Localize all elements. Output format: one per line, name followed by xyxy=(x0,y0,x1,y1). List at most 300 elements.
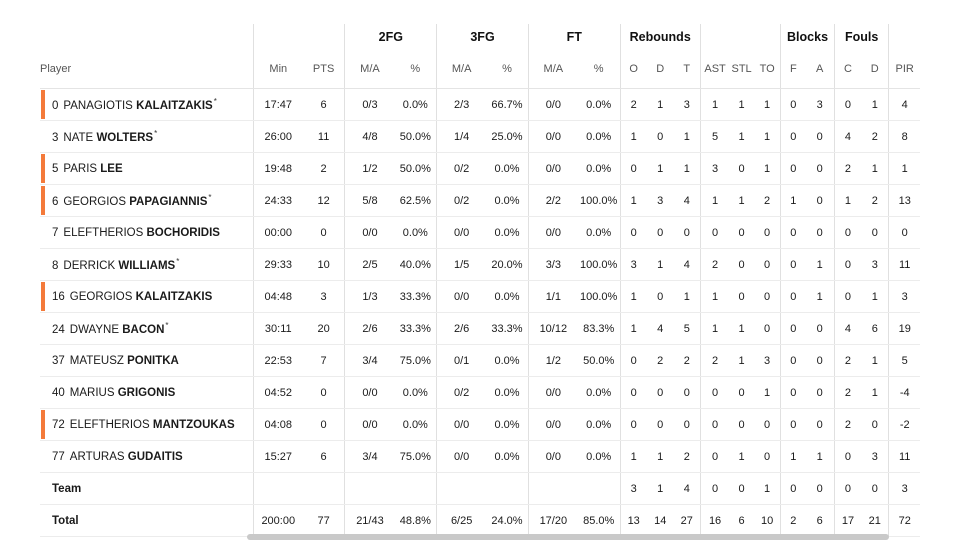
team-stl: 0 xyxy=(729,473,754,505)
player-min: 24:33 xyxy=(253,185,302,217)
player-ft-ma: 0/0 xyxy=(528,377,577,409)
player-row xyxy=(40,121,920,153)
player-row xyxy=(40,313,920,345)
column-header-row xyxy=(40,50,920,89)
total-min: 200:00 xyxy=(253,505,302,537)
player-ft-ma: 0/0 xyxy=(528,217,577,249)
player-reb-d: 1 xyxy=(647,441,674,473)
player-cell xyxy=(40,409,253,441)
player-first-name: PANAGIOTIS xyxy=(63,99,133,112)
player-ast: 0 xyxy=(700,409,729,441)
starter-marker: * xyxy=(165,321,169,331)
player-reb-o: 0 xyxy=(620,217,647,249)
player-last-name: LEE xyxy=(100,162,123,175)
player-to: 0 xyxy=(754,441,781,473)
player-ft-ma: 0/0 xyxy=(528,409,577,441)
player-pts: 12 xyxy=(303,185,345,217)
player-pir: 5 xyxy=(889,345,920,377)
col-header-to[interactable]: TO xyxy=(754,50,781,89)
player-blk-f: 1 xyxy=(781,441,806,473)
player-2fg-ma: 2/5 xyxy=(345,249,394,281)
player-reb-t: 3 xyxy=(674,89,701,121)
player-cell xyxy=(40,217,253,249)
player-name-link[interactable] xyxy=(40,97,253,112)
player-min: 22:53 xyxy=(253,345,302,377)
player-pir: -2 xyxy=(889,409,920,441)
player-pts: 7 xyxy=(303,345,345,377)
player-reb-t: 4 xyxy=(674,185,701,217)
total-2fg-pct: 48.8% xyxy=(394,505,436,537)
player-ft-ma: 0/0 xyxy=(528,441,577,473)
total-stl: 6 xyxy=(729,505,754,537)
player-2fg-ma: 1/3 xyxy=(345,281,394,313)
player-stl: 1 xyxy=(729,441,754,473)
player-number: 5 xyxy=(52,162,59,175)
player-ft-pct: 0.0% xyxy=(578,121,620,153)
total-label: Total xyxy=(52,514,79,527)
player-to: 3 xyxy=(754,345,781,377)
player-number: 77 xyxy=(52,450,65,463)
col-header-ast[interactable]: AST xyxy=(700,50,729,89)
player-stl: 0 xyxy=(729,153,754,185)
player-foul-d: 1 xyxy=(861,281,889,313)
player-reb-d: 1 xyxy=(647,153,674,185)
player-name-link[interactable] xyxy=(40,321,253,336)
player-reb-d: 2 xyxy=(647,345,674,377)
player-3fg-pct: 0.0% xyxy=(486,281,528,313)
starter-marker: * xyxy=(213,97,217,107)
on-court-indicator xyxy=(41,186,45,215)
player-reb-o: 0 xyxy=(620,153,647,185)
player-2fg-ma: 0/0 xyxy=(345,377,394,409)
player-3fg-pct: 33.3% xyxy=(486,313,528,345)
player-foul-d: 6 xyxy=(861,313,889,345)
box-score-container xyxy=(40,24,920,544)
col-header-ft-pct[interactable]: % xyxy=(578,50,620,89)
col-header-reb-o[interactable]: O xyxy=(620,50,647,89)
player-2fg-pct: 0.0% xyxy=(394,409,436,441)
player-3fg-ma: 0/0 xyxy=(437,281,486,313)
team-ft-ma xyxy=(528,473,577,505)
player-cell xyxy=(40,377,253,409)
player-3fg-ma: 0/0 xyxy=(437,217,486,249)
player-blk-a: 0 xyxy=(805,153,834,185)
player-row xyxy=(40,249,920,281)
player-foul-c: 0 xyxy=(834,217,861,249)
player-last-name: BACON xyxy=(122,323,165,336)
player-reb-o: 3 xyxy=(620,249,647,281)
player-cell xyxy=(40,185,253,217)
player-3fg-pct: 66.7% xyxy=(486,89,528,121)
player-pir: -4 xyxy=(889,377,920,409)
player-2fg-ma: 0/0 xyxy=(345,409,394,441)
player-2fg-ma: 3/4 xyxy=(345,441,394,473)
player-ast: 2 xyxy=(700,249,729,281)
box-score-table xyxy=(40,24,920,537)
player-foul-d: 0 xyxy=(861,409,889,441)
player-2fg-ma: 0/3 xyxy=(345,89,394,121)
player-name-link[interactable] xyxy=(40,355,253,367)
player-row xyxy=(40,441,920,473)
player-last-name: KALAITZAKIS xyxy=(136,99,213,112)
player-number: 0 xyxy=(52,99,59,112)
player-to: 2 xyxy=(754,185,781,217)
col-header-pts[interactable]: PTS xyxy=(303,50,345,89)
player-blk-f: 0 xyxy=(781,89,806,121)
player-pir: 11 xyxy=(889,441,920,473)
player-reb-t: 0 xyxy=(674,217,701,249)
player-reb-d: 4 xyxy=(647,313,674,345)
player-3fg-pct: 0.0% xyxy=(486,441,528,473)
player-blk-a: 0 xyxy=(805,377,834,409)
player-pts: 0 xyxy=(303,409,345,441)
starter-marker: * xyxy=(154,129,158,139)
player-foul-c: 2 xyxy=(834,409,861,441)
team-pir: 3 xyxy=(889,473,920,505)
player-reb-d: 1 xyxy=(647,249,674,281)
player-3fg-ma: 0/0 xyxy=(437,441,486,473)
on-court-indicator xyxy=(41,282,45,311)
player-ft-pct: 0.0% xyxy=(578,377,620,409)
player-to: 0 xyxy=(754,409,781,441)
player-blk-f: 0 xyxy=(781,377,806,409)
player-number: 40 xyxy=(52,386,65,399)
player-stl: 0 xyxy=(729,281,754,313)
player-2fg-pct: 75.0% xyxy=(394,345,436,377)
team-foul-c: 0 xyxy=(834,473,861,505)
player-last-name: PONITKA xyxy=(127,354,179,367)
player-ft-pct: 0.0% xyxy=(578,89,620,121)
player-ft-pct: 100.0% xyxy=(578,185,620,217)
player-ft-pct: 0.0% xyxy=(578,217,620,249)
player-ast: 1 xyxy=(700,89,729,121)
team-min xyxy=(253,473,302,505)
player-reb-d: 0 xyxy=(647,377,674,409)
player-foul-c: 0 xyxy=(834,249,861,281)
player-name-link[interactable] xyxy=(40,227,253,239)
player-stl: 1 xyxy=(729,121,754,153)
player-last-name: MANTZOUKAS xyxy=(152,418,235,431)
player-3fg-ma: 0/0 xyxy=(437,409,486,441)
player-ast: 3 xyxy=(700,153,729,185)
group-spacer xyxy=(253,24,302,50)
player-reb-t: 2 xyxy=(674,441,701,473)
player-min: 30:11 xyxy=(253,313,302,345)
player-ast: 1 xyxy=(700,313,729,345)
player-foul-d: 1 xyxy=(861,89,889,121)
player-min: 04:48 xyxy=(253,281,302,313)
player-reb-t: 1 xyxy=(674,281,701,313)
player-stl: 1 xyxy=(729,185,754,217)
col-header-2fg-pct[interactable]: % xyxy=(394,50,436,89)
player-3fg-ma: 2/3 xyxy=(437,89,486,121)
total-foul-d: 21 xyxy=(861,505,889,537)
player-name-link[interactable] xyxy=(40,193,253,208)
player-first-name: ELEFTHERIOS xyxy=(63,226,144,239)
player-number: 8 xyxy=(52,259,59,272)
total-3fg-ma: 6/25 xyxy=(437,505,486,537)
total-blk-f: 2 xyxy=(781,505,806,537)
player-min: 00:00 xyxy=(253,217,302,249)
starter-marker: * xyxy=(208,193,212,203)
player-stl: 0 xyxy=(729,249,754,281)
col-header-reb-d[interactable]: D xyxy=(647,50,674,89)
player-reb-t: 4 xyxy=(674,249,701,281)
player-name-link[interactable] xyxy=(40,291,253,303)
player-reb-o: 1 xyxy=(620,121,647,153)
player-ft-pct: 0.0% xyxy=(578,153,620,185)
player-first-name: ELEFTHERIOS xyxy=(69,418,150,431)
player-3fg-pct: 25.0% xyxy=(486,121,528,153)
total-ast: 16 xyxy=(700,505,729,537)
player-blk-a: 0 xyxy=(805,217,834,249)
col-header-ft-ma[interactable]: M/A xyxy=(528,50,577,89)
player-reb-t: 1 xyxy=(674,153,701,185)
player-min: 29:33 xyxy=(253,249,302,281)
player-pir: 3 xyxy=(889,281,920,313)
player-foul-d: 1 xyxy=(861,377,889,409)
player-to: 1 xyxy=(754,121,781,153)
player-row xyxy=(40,377,920,409)
player-blk-f: 0 xyxy=(781,281,806,313)
player-stl: 1 xyxy=(729,313,754,345)
player-reb-t: 0 xyxy=(674,409,701,441)
col-header-foul-c[interactable]: C xyxy=(834,50,861,89)
player-reb-t: 5 xyxy=(674,313,701,345)
group-rebounds: Rebounds xyxy=(620,24,700,50)
player-cell xyxy=(40,345,253,377)
player-cell xyxy=(40,249,253,281)
total-to: 10 xyxy=(754,505,781,537)
player-cell xyxy=(40,313,253,345)
player-ft-pct: 0.0% xyxy=(578,441,620,473)
player-stl: 0 xyxy=(729,409,754,441)
player-last-name: KALAITZAKIS xyxy=(135,290,213,303)
player-2fg-ma: 0/0 xyxy=(345,217,394,249)
player-number: 3 xyxy=(52,131,59,144)
horizontal-scrollbar[interactable] xyxy=(247,534,889,540)
player-ft-ma: 10/12 xyxy=(528,313,577,345)
col-header-player[interactable]: Player xyxy=(40,50,253,89)
player-cell xyxy=(40,121,253,153)
group-spacer xyxy=(700,24,780,50)
player-last-name: WOLTERS xyxy=(96,131,154,144)
player-cell xyxy=(40,281,253,313)
col-header-pir[interactable]: PIR xyxy=(889,50,920,89)
player-blk-a: 3 xyxy=(805,89,834,121)
total-reb-o: 13 xyxy=(620,505,647,537)
total-foul-c: 17 xyxy=(834,505,861,537)
player-first-name: PARIS xyxy=(63,162,98,175)
total-reb-t: 27 xyxy=(674,505,701,537)
player-2fg-pct: 75.0% xyxy=(394,441,436,473)
player-ast: 1 xyxy=(700,281,729,313)
total-label-cell xyxy=(40,505,253,537)
col-header-min[interactable]: Min xyxy=(253,50,302,89)
group-spacer xyxy=(40,24,253,50)
player-pts: 6 xyxy=(303,441,345,473)
player-name-link[interactable] xyxy=(40,419,253,431)
player-3fg-ma: 2/6 xyxy=(437,313,486,345)
total-ft-ma: 17/20 xyxy=(528,505,577,537)
player-first-name: GEORGIOS xyxy=(69,290,133,303)
player-2fg-pct: 50.0% xyxy=(394,153,436,185)
group-fouls: Fouls xyxy=(834,24,889,50)
team-label-cell xyxy=(40,473,253,505)
team-3fg-pct xyxy=(486,473,528,505)
player-blk-f: 1 xyxy=(781,185,806,217)
player-pts: 10 xyxy=(303,249,345,281)
player-number: 6 xyxy=(52,195,59,208)
player-pir: 8 xyxy=(889,121,920,153)
player-foul-d: 2 xyxy=(861,121,889,153)
player-stl: 1 xyxy=(729,89,754,121)
team-label: Team xyxy=(52,482,82,495)
player-last-name: GUDAITIS xyxy=(127,450,183,463)
box-score-body xyxy=(40,89,920,537)
player-3fg-ma: 0/2 xyxy=(437,185,486,217)
player-first-name: GEORGIOS xyxy=(63,195,127,208)
player-first-name: DWAYNE xyxy=(69,323,119,336)
player-first-name: ARTURAS xyxy=(69,450,125,463)
player-reb-d: 1 xyxy=(647,89,674,121)
player-name-link[interactable] xyxy=(40,257,253,272)
player-3fg-pct: 0.0% xyxy=(486,345,528,377)
col-header-3fg-ma[interactable]: M/A xyxy=(437,50,486,89)
player-ft-pct: 0.0% xyxy=(578,409,620,441)
player-blk-f: 0 xyxy=(781,217,806,249)
total-reb-d: 14 xyxy=(647,505,674,537)
player-pts: 11 xyxy=(303,121,345,153)
player-foul-d: 1 xyxy=(861,345,889,377)
on-court-indicator xyxy=(41,410,45,439)
player-foul-c: 0 xyxy=(834,441,861,473)
player-number: 72 xyxy=(52,418,65,431)
team-3fg-ma xyxy=(437,473,486,505)
player-reb-t: 2 xyxy=(674,345,701,377)
column-group-header-row xyxy=(40,24,920,50)
player-first-name: MATEUSZ xyxy=(69,354,124,367)
player-pts: 3 xyxy=(303,281,345,313)
player-name-link[interactable] xyxy=(40,163,253,175)
player-cell xyxy=(40,441,253,473)
player-reb-o: 2 xyxy=(620,89,647,121)
player-pts: 20 xyxy=(303,313,345,345)
player-number: 37 xyxy=(52,354,65,367)
total-pts: 77 xyxy=(303,505,345,537)
player-3fg-ma: 1/5 xyxy=(437,249,486,281)
player-blk-a: 0 xyxy=(805,345,834,377)
player-2fg-pct: 50.0% xyxy=(394,121,436,153)
player-3fg-pct: 0.0% xyxy=(486,217,528,249)
player-number: 24 xyxy=(52,323,65,336)
player-row xyxy=(40,153,920,185)
player-pts: 2 xyxy=(303,153,345,185)
col-header-blk-f[interactable]: F xyxy=(781,50,806,89)
player-ast: 2 xyxy=(700,345,729,377)
player-last-name: GRIGONIS xyxy=(117,386,176,399)
player-row xyxy=(40,89,920,121)
player-stl: 0 xyxy=(729,217,754,249)
player-ft-pct: 100.0% xyxy=(578,249,620,281)
player-2fg-pct: 0.0% xyxy=(394,89,436,121)
player-2fg-pct: 62.5% xyxy=(394,185,436,217)
player-blk-a: 1 xyxy=(805,281,834,313)
player-name-link[interactable] xyxy=(40,387,253,399)
player-foul-d: 1 xyxy=(861,153,889,185)
total-row xyxy=(40,505,920,537)
player-3fg-pct: 0.0% xyxy=(486,153,528,185)
team-row xyxy=(40,473,920,505)
player-stl: 0 xyxy=(729,377,754,409)
player-pts: 0 xyxy=(303,217,345,249)
player-ast: 1 xyxy=(700,185,729,217)
player-last-name: PAPAGIANNIS xyxy=(129,195,208,208)
group-2fg: 2FG xyxy=(345,24,437,50)
player-ast: 0 xyxy=(700,377,729,409)
group-ft: FT xyxy=(528,24,620,50)
team-reb-o: 3 xyxy=(620,473,647,505)
player-reb-o: 0 xyxy=(620,409,647,441)
player-ast: 5 xyxy=(700,121,729,153)
team-2fg-pct xyxy=(394,473,436,505)
player-to: 1 xyxy=(754,153,781,185)
team-pts xyxy=(303,473,345,505)
team-blk-a: 0 xyxy=(805,473,834,505)
player-foul-d: 0 xyxy=(861,217,889,249)
player-blk-a: 0 xyxy=(805,121,834,153)
player-ft-pct: 100.0% xyxy=(578,281,620,313)
player-ft-pct: 50.0% xyxy=(578,345,620,377)
player-foul-c: 2 xyxy=(834,377,861,409)
player-min: 26:00 xyxy=(253,121,302,153)
col-header-stl[interactable]: STL xyxy=(729,50,754,89)
player-blk-f: 0 xyxy=(781,249,806,281)
team-ast: 0 xyxy=(700,473,729,505)
player-name-link[interactable] xyxy=(40,451,253,463)
total-blk-a: 6 xyxy=(805,505,834,537)
group-3fg: 3FG xyxy=(437,24,529,50)
player-cell xyxy=(40,153,253,185)
player-2fg-pct: 40.0% xyxy=(394,249,436,281)
player-foul-c: 2 xyxy=(834,345,861,377)
col-header-reb-t[interactable]: T xyxy=(674,50,701,89)
col-header-3fg-pct[interactable]: % xyxy=(486,50,528,89)
player-2fg-ma: 5/8 xyxy=(345,185,394,217)
player-2fg-pct: 33.3% xyxy=(394,313,436,345)
player-reb-t: 0 xyxy=(674,377,701,409)
player-pts: 6 xyxy=(303,89,345,121)
col-header-blk-a[interactable]: A xyxy=(805,50,834,89)
col-header-foul-d[interactable]: D xyxy=(861,50,889,89)
player-last-name: BOCHORIDIS xyxy=(146,226,220,239)
player-cell xyxy=(40,89,253,121)
team-reb-d: 1 xyxy=(647,473,674,505)
player-pir: 19 xyxy=(889,313,920,345)
player-2fg-pct: 0.0% xyxy=(394,217,436,249)
col-header-2fg-ma[interactable]: M/A xyxy=(345,50,394,89)
player-reb-o: 1 xyxy=(620,441,647,473)
total-2fg-ma: 21/43 xyxy=(345,505,394,537)
player-min: 04:08 xyxy=(253,409,302,441)
player-to: 0 xyxy=(754,249,781,281)
player-first-name: NATE xyxy=(63,131,94,144)
team-to: 1 xyxy=(754,473,781,505)
player-min: 19:48 xyxy=(253,153,302,185)
player-to: 1 xyxy=(754,89,781,121)
total-ft-pct: 85.0% xyxy=(578,505,620,537)
player-name-link[interactable] xyxy=(40,129,253,144)
